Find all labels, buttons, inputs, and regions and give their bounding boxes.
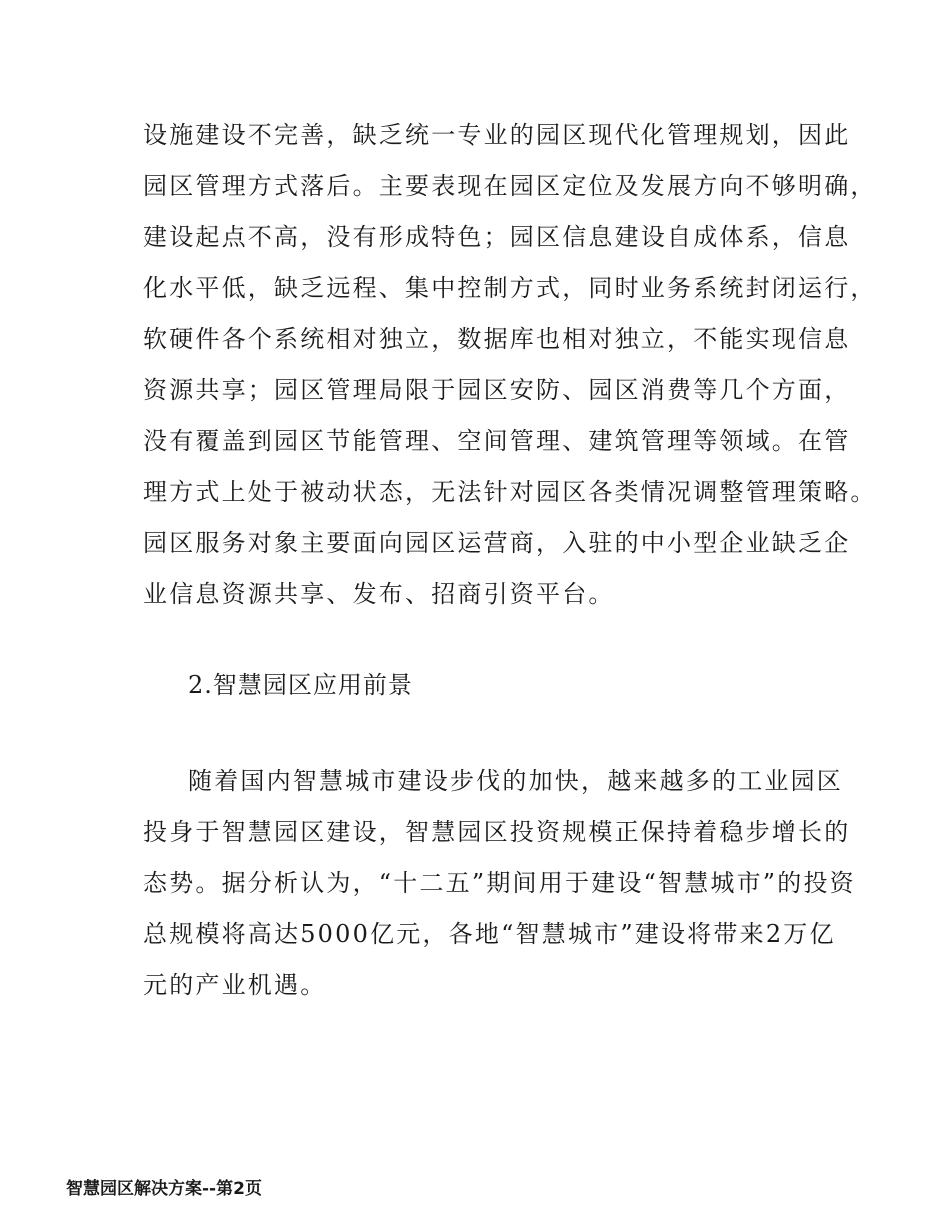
paragraph-line: 资源共享；园区管理局限于园区安防、园区消费等几个方面，	[143, 376, 851, 404]
paragraph-line: 化水平低，缺乏远程、集中控制方式，同时业务系统封闭运行，	[143, 274, 877, 302]
paragraph-line: 软硬件各个系统相对独立，数据库也相对独立，不能实现信息	[143, 325, 851, 353]
paragraph-line: 没有覆盖到园区节能管理、空间管理、建筑管理等领域。在管	[143, 427, 851, 455]
paragraph-line: 随着国内智慧城市建设步伐的加快，越来越多的工业园区	[188, 767, 843, 795]
paragraph-line: 业信息资源共享、发布、招商引资平台。	[143, 580, 615, 608]
paragraph-line: 设施建设不完善，缺乏统一专业的园区现代化管理规划，因此	[143, 121, 851, 149]
paragraph-line: 总规模将高达5000亿元，各地“智慧城市”建设将带来2万亿	[143, 920, 836, 948]
section-heading: 2.智慧园区应用前景	[188, 671, 413, 699]
paragraph-line: 元的产业机遇。	[143, 971, 327, 999]
paragraph-line: 投身于智慧园区建设，智慧园区投资规模正保持着稳步增长的	[143, 818, 851, 846]
paragraph-line: 园区管理方式落后。主要表现在园区定位及发展方向不够明确，	[143, 172, 877, 200]
page-footer: 智慧园区解决方案--第2页	[66, 1179, 262, 1199]
paragraph-line: 建设起点不高，没有形成特色；园区信息建设自成体系，信息	[143, 223, 851, 251]
paragraph-line: 态势。据分析认为，“十二五”期间用于建设“智慧城市”的投资	[143, 869, 856, 897]
paragraph-line: 园区服务对象主要面向园区运营商，入驻的中小型企业缺乏企	[143, 529, 851, 557]
paragraph-line: 理方式上处于被动状态，无法针对园区各类情况调整管理策略。	[143, 478, 877, 506]
